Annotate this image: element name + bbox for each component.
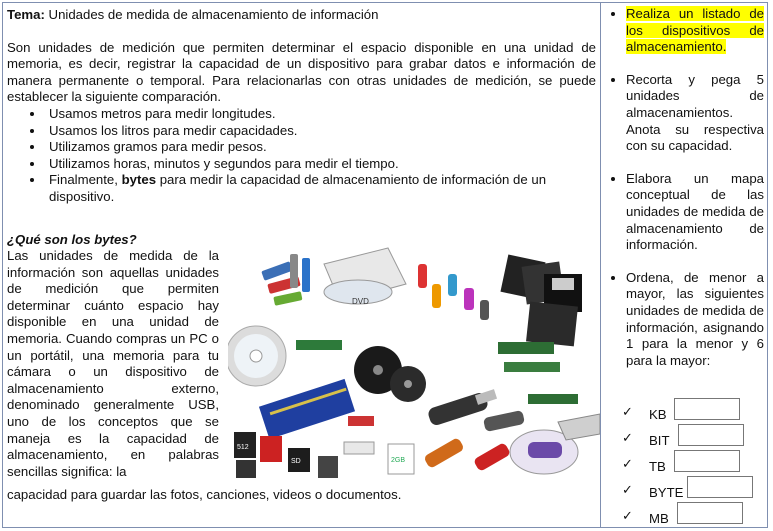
right-column (604, 6, 764, 385)
unit-label: MB (649, 511, 669, 526)
column-divider (600, 2, 601, 528)
check-icon: ✓ (622, 508, 633, 523)
task-list (604, 6, 764, 369)
intro-paragraph: Son unidades de medición que permiten determinar el espacio disponible en una unidad de memoria, es decir, registrar la capacidad de un dispositivo para grabar datos e información de manera permanente o temporal. Para relacionarlas con otras unidades de medición, se puede establecer la siguiente comparación. (7, 39, 596, 105)
unit-row-bit (622, 424, 762, 450)
answer-box-tb[interactable] (674, 450, 740, 472)
bytes-pre: Finalmente, (49, 172, 122, 188)
comparison-list (7, 106, 596, 206)
task-item-order-units: • Ordena, de menor a mayor, las siguientes unidades de medida de información, asignando 1 para la menor y 6 para la mayor: (626, 270, 764, 370)
bytes-paragraph: Las unidades de medida de la información son aquellas unidades de medición que permiten determinar cuánto espacio hay disponible en una unidad de memoria. Cuando compras un PC o un portátil, una memoria para tu cámara o un dispositivo de almacenamiento externo, denominado generalmente USB, uno de los conceptos que se maneja es la capacidad de almacenamiento, en palabras sencillas significa: la (7, 248, 219, 479)
task-item-concept-map: • Elabora un mapa conceptual de las unidades de medida de almacenamiento de información. (626, 171, 764, 254)
comparison-item-bytes (45, 172, 596, 205)
comparison-item: • Utilizamos horas, minutos y segundos para medir el tiempo. (45, 156, 596, 173)
usb-sticks-group (261, 254, 310, 306)
unit-row-tb (622, 450, 762, 476)
units-answer-list (622, 398, 762, 528)
unit-row-mb (622, 502, 762, 528)
topic-label: Tema: (7, 7, 45, 22)
comparison-item: • Usamos los litros para medir capacidades. (45, 123, 596, 140)
floppy-disks (500, 254, 582, 346)
laptop (558, 414, 600, 440)
unit-row-kb (622, 398, 762, 424)
answer-box-kb[interactable] (674, 398, 740, 420)
dvd-drive (324, 248, 406, 306)
svg-text:SD: SD (291, 458, 301, 465)
bytes-post: para medir la capacidad de almacenamiento de información de un dispositivo. (49, 172, 547, 204)
bytes-paragraph-end: capacidad para guardar las fotos, canciones, videos o documentos. (7, 487, 402, 502)
answer-box-byte[interactable] (687, 476, 753, 498)
svg-text:512: 512 (237, 444, 249, 451)
unit-label: KB (649, 407, 667, 422)
bytes-heading: ¿Qué son los bytes? (7, 232, 137, 247)
check-icon: ✓ (622, 456, 633, 471)
svg-text:2GB: 2GB (391, 457, 406, 464)
unit-label: TB (649, 459, 666, 474)
svg-text:DVD: DVD (352, 297, 369, 306)
task-item-cut-paste: • Recorta y pega 5 unidades de almacenamientos. Anota su respectiva con su capacidad. (626, 72, 764, 155)
unit-row-byte (622, 476, 762, 502)
answer-box-mb[interactable] (677, 502, 743, 524)
comparison-item: • Usamos metros para medir longitudes. (45, 106, 596, 123)
dark-discs (354, 346, 426, 402)
cd-disc (228, 326, 286, 386)
unit-label: BIT (649, 433, 670, 448)
task-item-list-devices (626, 6, 764, 56)
topic-text: Unidades de medida de almacenamiento de información (48, 7, 379, 22)
left-column (7, 7, 596, 206)
check-icon: ✓ (622, 404, 633, 419)
bytes-bold: bytes (121, 172, 157, 188)
storage-devices-image (228, 244, 600, 482)
answer-box-bit[interactable] (678, 424, 744, 446)
topic-line (7, 7, 596, 24)
unit-label: BYTE (649, 485, 684, 500)
check-icon: ✓ (622, 430, 633, 445)
comparison-item: • Utilizamos gramos para medir pesos. (45, 139, 596, 156)
check-icon: ✓ (622, 482, 633, 497)
highlighted-task: Realiza un listado de los dispositivos de almacenamiento. (626, 6, 764, 55)
